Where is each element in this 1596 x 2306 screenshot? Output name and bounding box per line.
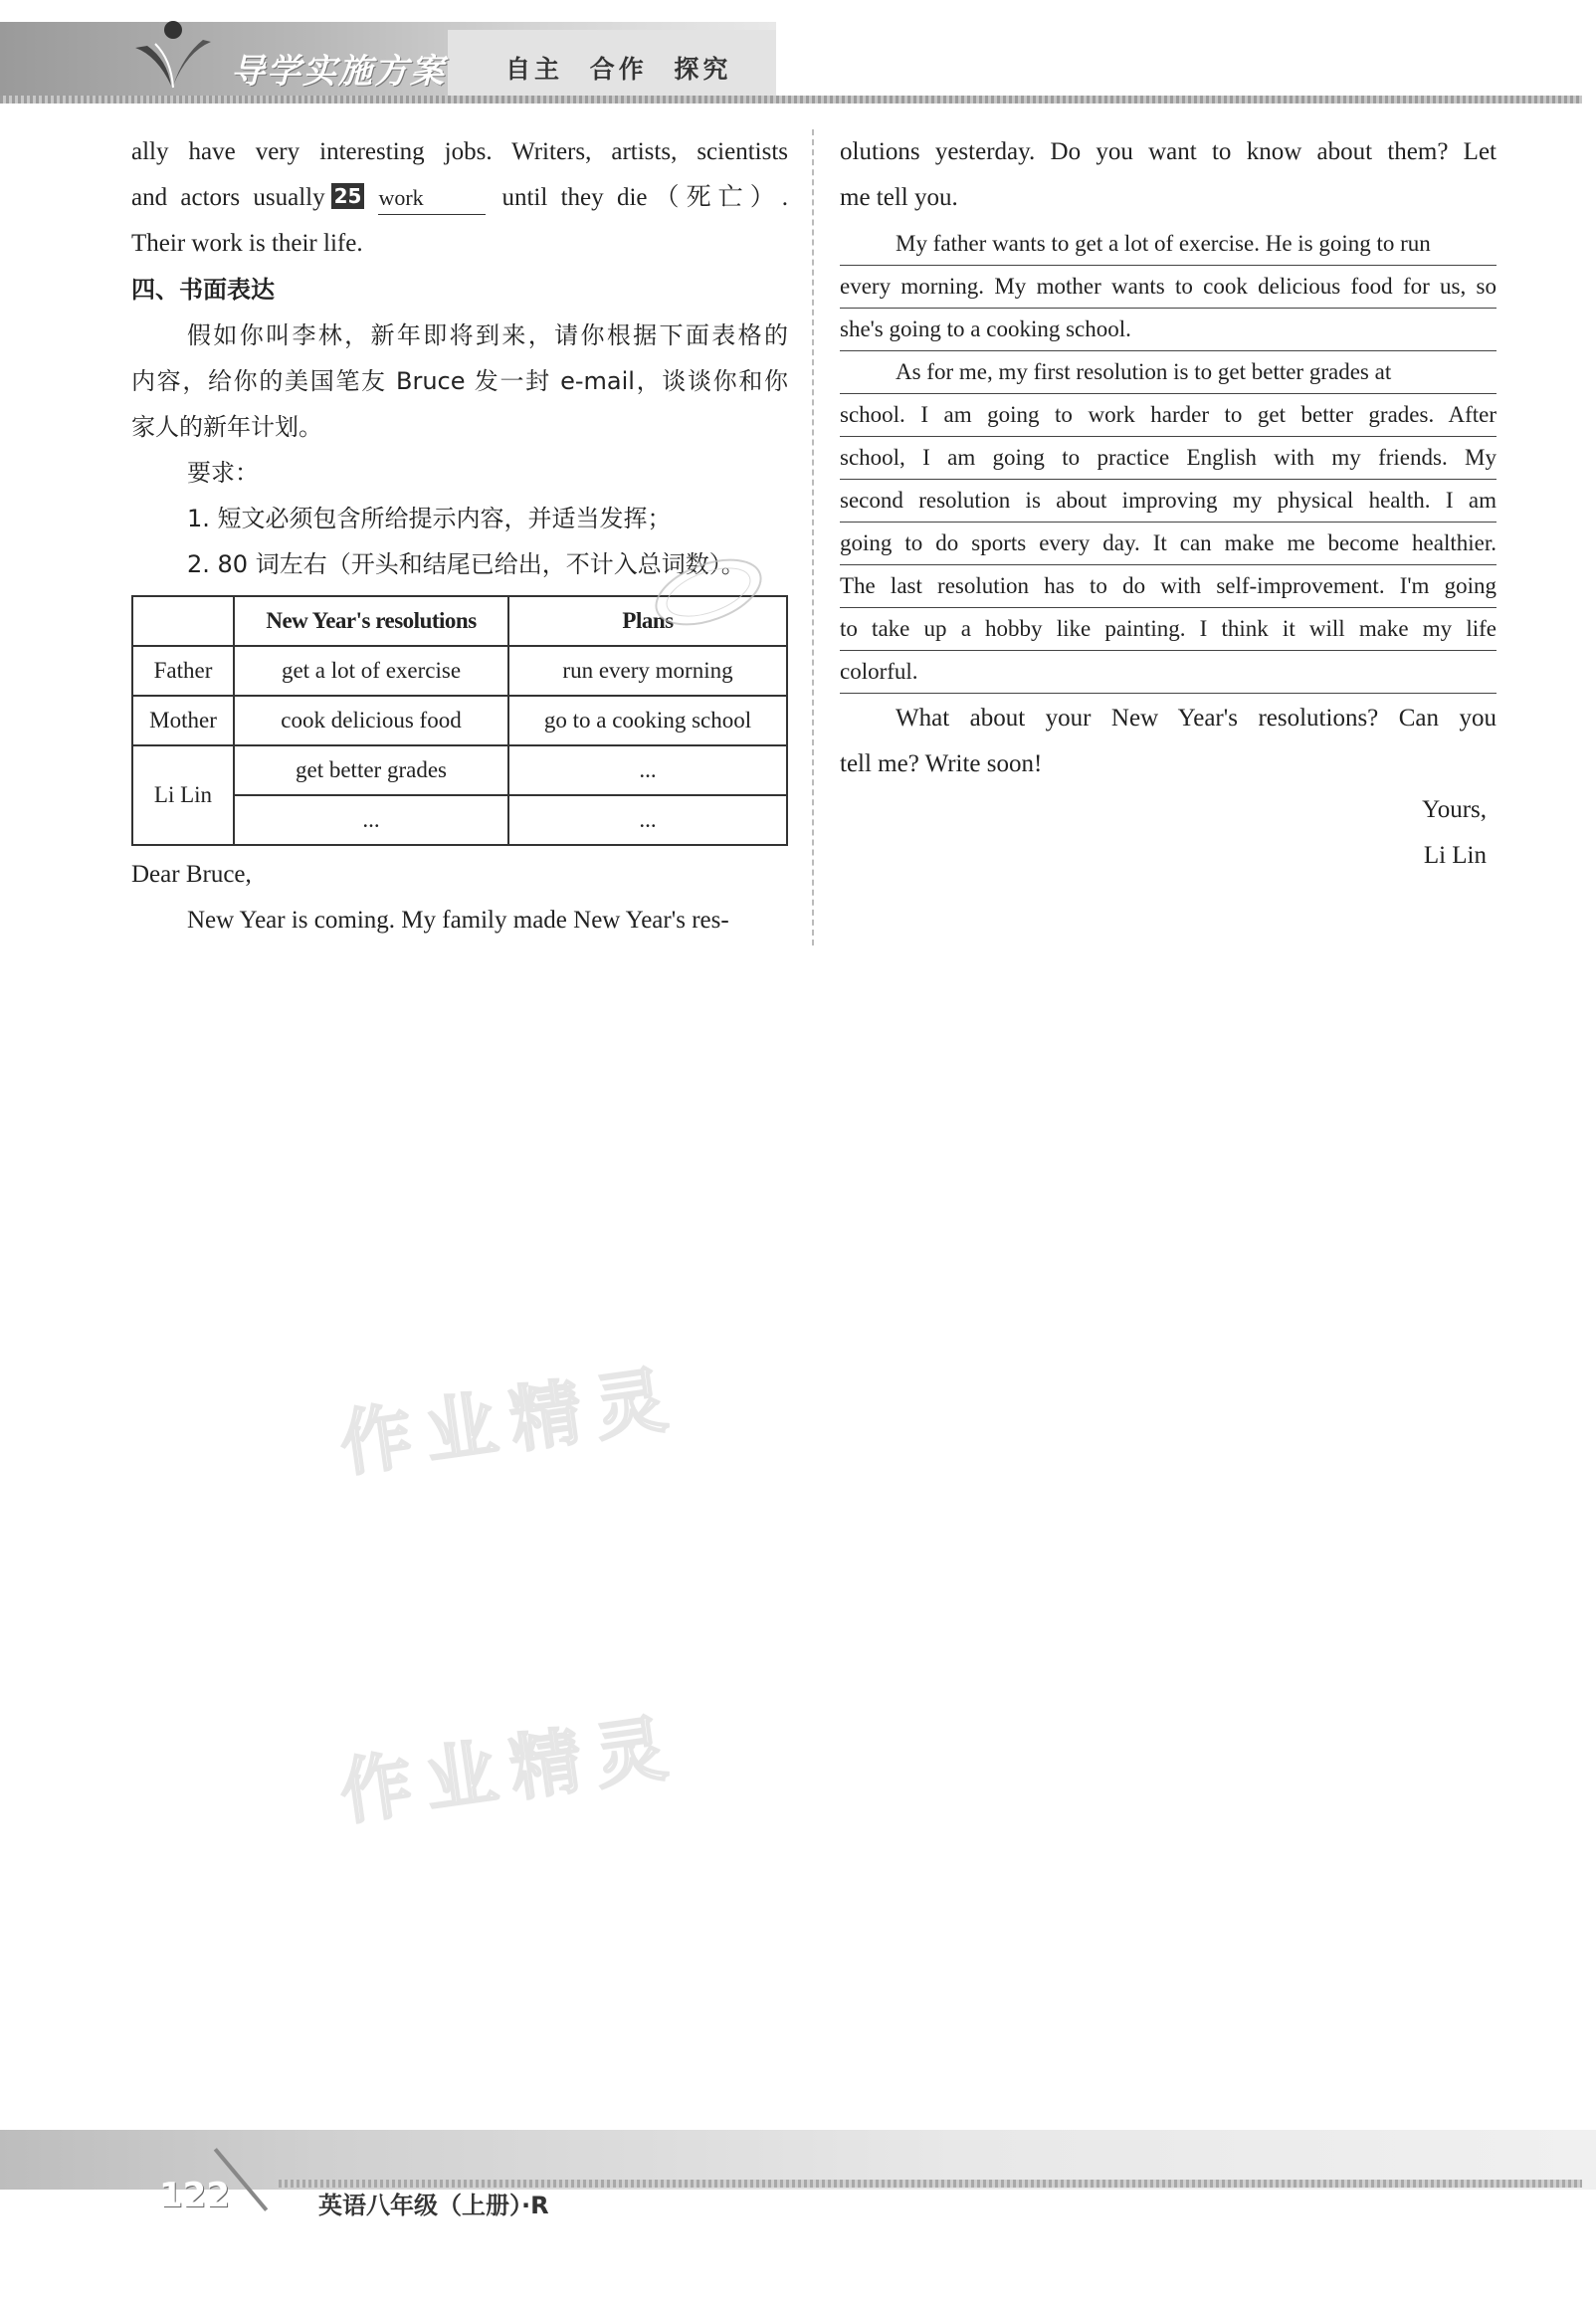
left-column [131,129,788,943]
answer-line [840,523,1496,565]
requirements-label: 要求： [187,459,259,487]
task-line-1: 假如你叫李林，新年即将到来，请你根据下面表格的 [187,321,788,349]
book-title: 英语八年级（上册）·R [318,2192,549,2219]
watermark-logo: 作业精灵 [334,1704,687,1835]
task-line-2: 内容，给你的美国笔友 Bruce 发一封 e-mail，谈谈你和你 [131,367,788,395]
letter-opening: New Year is coming. My family made New Year's res- [187,907,729,934]
requirement-1: 1. 短文必须包含所给提示内容，并适当发挥； [187,505,672,532]
answer-line [840,651,1496,694]
answer-line [840,309,1496,351]
letter-line-2: me tell you. [840,184,958,211]
answer-text: school, I am going to practice English with my friends. My [840,445,1496,470]
table-cell: get a lot of exercise [234,646,508,696]
requirement-2: 2. 80 词左右（开头和结尾已给出，不计入总词数）。 [187,550,745,578]
table-cell: ... [234,795,508,845]
header-rule [0,96,1582,104]
section-title: 四、书面表达 [131,276,275,304]
question-number-badge: 25 [331,183,365,209]
table-cell: run every morning [508,646,787,696]
page-header [0,0,1596,105]
answer-text: colorful. [840,659,918,684]
right-column [840,129,1496,879]
answer-line [840,608,1496,651]
answer-writing-area [840,223,1496,694]
column-divider [812,129,814,945]
table-row [132,745,787,795]
answer-text: to take up a hobby like painting. I think it will make my life [840,616,1496,641]
letter-yours: Yours, [1422,796,1487,823]
answer-line [840,394,1496,437]
book-person-logo-icon [127,16,217,96]
table-cell: cook delicious food [234,696,508,745]
table-cell: ... [508,745,787,795]
table-cell: Mother [132,696,234,745]
answer-text: she's going to a cooking school. [840,316,1131,341]
table-cell: go to a cooking school [508,696,787,745]
passage-text: until they die（死亡）. [501,184,789,211]
answer-line [840,480,1496,523]
letter-line-1: olutions yesterday. Do you want to know about them? Let [840,138,1496,165]
watermark-logo: 作业精灵 [334,1356,687,1487]
answer-line [840,565,1496,608]
answer-line [840,351,1496,394]
letter-closing-2: tell me? Write soon! [840,750,1043,777]
passage-text: and actors usually [131,184,325,211]
letter-closing-1: What about your New Year's resolutions? Can you [896,705,1496,732]
table-header-cell: New Year's resolutions [234,596,508,646]
header-tags: 自主 合作 探究 [505,55,732,84]
answer-line [840,437,1496,480]
answer-text: As for me, my first resolution is to get better grades at [896,359,1392,384]
series-title: 导学实施方案 [231,52,446,92]
answer-text: second resolution is about improving my physical health. I am [840,488,1496,513]
passage-line-3: Their work is their life. [131,230,363,257]
answer-text: school. I am going to work harder to get better grades. After [840,402,1496,427]
answer-text: going to do sports every day. It can make me become healthier. [840,530,1496,555]
answer-blank: work [378,182,486,215]
table-row [132,646,787,696]
passage-line-2 [131,175,788,221]
answer-text: every morning. My mother wants to cook delicious food for us, so [840,274,1496,299]
answer-line [840,223,1496,266]
page-number: 122 [159,2176,230,2215]
letter-signature: Li Lin [1423,842,1487,869]
task-line-3: 家人的新年计划。 [131,413,322,441]
answer-text: My father wants to get a lot of exercise. He is going to run [896,231,1431,256]
letter-greeting: Dear Bruce, [131,861,252,888]
table-cell: Father [132,646,234,696]
table-cell: get better grades [234,745,508,795]
answer-text: The last resolution has to do with self-improvement. I'm going [840,573,1496,598]
table-header-cell: Plans [508,596,787,646]
passage-line-1: ally have very interesting jobs. Writers, artists, scientists [131,138,788,165]
table-cell: ... [508,795,787,845]
table-cell: Li Lin [132,745,234,845]
table-header-cell [132,596,234,646]
answer-line [840,266,1496,309]
table-row [132,696,787,745]
